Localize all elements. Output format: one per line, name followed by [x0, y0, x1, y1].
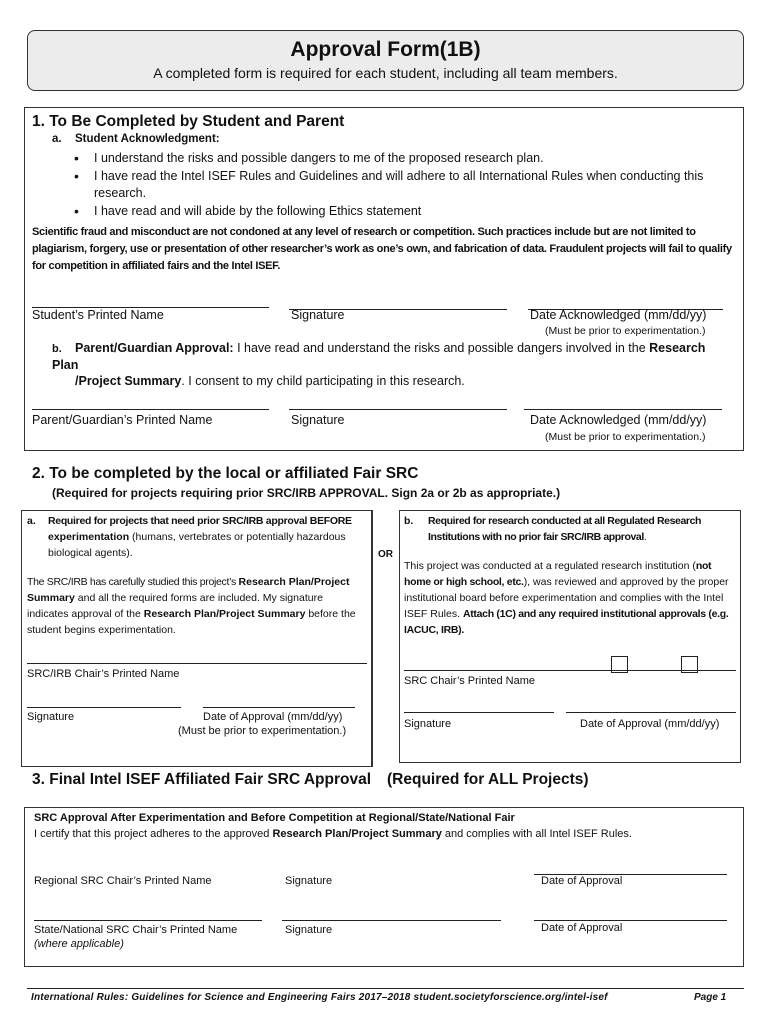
src-irb-text: The SRC/IRB has carefully studied this project’s	[27, 576, 239, 588]
section-3-heading: 3. Final Intel ISEF Affiliated Fair SRC Approval	[32, 771, 372, 788]
project-summary-term: Project Summary	[351, 828, 442, 840]
section-2b-title-line: Required for research conducted at all Regulated Research	[428, 515, 702, 527]
project-summary-term: Project Summary	[78, 374, 182, 388]
src-date-line[interactable]	[566, 712, 736, 713]
slash: /	[216, 608, 220, 620]
section-2a-paragraph	[27, 574, 367, 638]
list-item: • I have read and will abide by the following Ethics statement	[72, 203, 727, 220]
src-chair-label: SRC Chair’s Printed Name	[404, 675, 536, 687]
form-subtitle: A completed form is required for each student, including all team members.	[153, 65, 618, 81]
section-1-heading: 1. To Be Completed by Student and Parent	[32, 113, 345, 130]
section-2b-title	[404, 513, 734, 545]
parent-consent-text: . I consent to my child participating in this research.	[181, 374, 465, 388]
parent-date-note: (Must be prior to experimentation.)	[545, 431, 706, 443]
section-2-heading: 2. To be completed by the local or affiliated Fair SRC	[32, 465, 419, 482]
parent-name-label: Parent/Guardian’s Printed Name	[32, 413, 213, 427]
parent-signature-line[interactable]	[289, 409, 507, 410]
project-summary-term: Project Summary	[219, 608, 306, 620]
student-date-note: (Must be prior to experimentation.)	[545, 325, 706, 337]
src-irb-date-label: Date of Approval (mm/dd/yy)	[203, 711, 343, 723]
parent-signature-label: Signature	[291, 413, 345, 427]
slash: /	[348, 828, 352, 840]
list-item: • I understand the risks and possible dangers to me of the proposed research plan.	[72, 150, 727, 167]
slash: /	[75, 374, 79, 388]
state-chair-line[interactable]	[34, 920, 262, 921]
state-signature-line[interactable]	[282, 920, 501, 921]
checkbox[interactable]	[681, 656, 698, 673]
acknowledgment-list	[72, 150, 727, 221]
footer-divider	[27, 988, 744, 989]
src-irb-text-end: before the student begins experimentation.	[27, 608, 356, 636]
section-2-subheading: (Required for projects requiring prior SRC/IRB APPROVAL. Sign 2a or 2b as appropriate.)	[52, 486, 561, 500]
item-2b-label: b.	[404, 515, 414, 527]
src-irb-date-note: (Must be prior to experimentation.)	[178, 725, 347, 737]
section-2b-title-rest: .	[643, 531, 647, 543]
parent-approval-text	[52, 340, 732, 389]
regulated-institution-text-mid: ), was reviewed and approved by the proper institutional board before experimentation and complies with the Intel ISEF Rules.	[404, 576, 729, 620]
checkbox[interactable]	[611, 656, 628, 673]
src-date-label: Date of Approval (mm/dd/yy)	[580, 718, 720, 730]
parent-name-line[interactable]	[32, 409, 269, 410]
page-number: Page 1	[694, 992, 727, 1003]
item-b-label: b.	[52, 343, 62, 355]
regulated-institution-text: This project was conducted at a regulated research institution (	[404, 560, 696, 572]
research-plan-term: Research Plan	[238, 576, 311, 588]
ethics-statement: Scientific fraud and misconduct are not condoned at any level of research or competition. Such practices include but are not limited to plagiarism, forgery, use or presentation of other researcher’s work as one’s own, and fabrication of data. Fraudulent projects will fail to qualify for competition in affiliated fairs and the Intel ISEF.	[32, 226, 732, 272]
section-2b-title-line2: Institutions with no prior fair SRC/IRB approval	[428, 531, 644, 543]
attach-1c-instruction: Attach (1C) and any required institutional approvals (e.g. IACUC, IRB).	[404, 608, 729, 636]
src-irb-text-mid: and all the required forms are included. My signature indicates approval of the	[27, 592, 323, 620]
student-acknowledgment-heading	[52, 133, 220, 145]
state-chair-note: (where applicable)	[34, 938, 124, 950]
parent-approval-body: I have read and understand the risks and possible dangers involved in the	[233, 341, 650, 355]
state-date-label: Date of Approval	[541, 922, 623, 934]
section-3-required: (Required for ALL Projects)	[387, 771, 589, 788]
or-label: OR	[378, 549, 393, 560]
regional-chair-label: Regional SRC Chair’s Printed Name	[34, 875, 212, 887]
regional-signature-label: Signature	[285, 875, 333, 887]
section-2a-title-line: Required for projects that need prior SRC/IRB approval BEFORE	[48, 515, 352, 527]
form-title: Approval Form(1B)	[290, 38, 481, 61]
src-irb-chair-label: SRC/IRB Chair’s Printed Name	[27, 668, 180, 680]
student-date-label: Date Acknowledged (mm/dd/yy)	[530, 308, 707, 322]
src-irb-signature-line[interactable]	[27, 707, 181, 708]
state-signature-label: Signature	[285, 924, 333, 936]
research-plan-term: Research Plan	[52, 341, 706, 372]
list-item: • I have read the Intel ISEF Rules and Guidelines and will adhere to all International Rules when conducting this research.	[72, 168, 727, 202]
parent-approval-continued	[52, 373, 732, 389]
regional-date-label: Date of Approval	[541, 875, 623, 887]
src-signature-label: Signature	[404, 718, 452, 730]
research-plan-term: Research Plan	[143, 608, 217, 620]
parent-approval-title: Parent/Guardian Approval:	[75, 341, 234, 355]
src-irb-signature-label: Signature	[27, 711, 75, 723]
section-2a-title-rest: (humans, vertebrates or potentially hazardous biological agents).	[48, 531, 346, 559]
footer-text: International Rules: Guidelines for Science and Engineering Fairs 2017–2018 student.societyforscience.org/intel-isef	[31, 992, 608, 1003]
state-chair-label: State/National SRC Chair’s Printed Name	[34, 924, 238, 936]
src-irb-chair-line[interactable]	[27, 663, 367, 664]
section-2a-title	[27, 513, 363, 561]
student-signature-label: Signature	[291, 308, 345, 322]
slash: /	[310, 576, 314, 588]
student-acknowledgment-title: Student Acknowledgment:	[75, 133, 220, 145]
parent-date-line[interactable]	[524, 409, 722, 410]
section-3-certify	[34, 826, 632, 842]
section-3-box-title: SRC Approval After Experimentation and Before Competition at Regional/State/National Fair	[34, 812, 515, 824]
item-2a-label: a.	[27, 515, 36, 527]
certify-text: I certify that this project adheres to the approved	[34, 828, 273, 840]
src-irb-date-line[interactable]	[203, 707, 355, 708]
section-2b-paragraph	[404, 558, 737, 638]
experimentation-term: experimentation	[48, 531, 130, 543]
certify-text-end: and complies with all Intel ISEF Rules.	[441, 828, 632, 840]
parent-date-label: Date Acknowledged (mm/dd/yy)	[530, 413, 707, 427]
student-name-label: Student’s Printed Name	[32, 308, 164, 322]
item-a-label: a.	[52, 133, 62, 145]
project-summary-term: Project Summary	[27, 576, 350, 604]
research-plan-term: Research Plan	[272, 828, 349, 840]
src-signature-line[interactable]	[404, 712, 554, 713]
not-home-term: not home or high school, etc.	[404, 560, 712, 588]
